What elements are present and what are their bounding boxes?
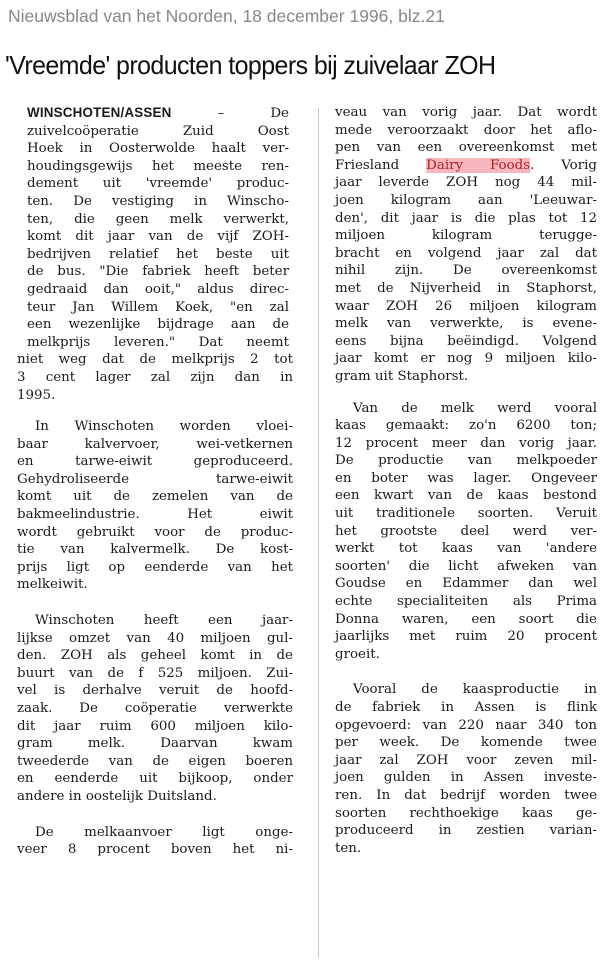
paragraph-agreement — [335, 104, 597, 386]
paragraph-line: bedrijven relatief het beste uit — [27, 246, 289, 262]
paragraph-line: joen kilogram aan 'Leeuwar- — [335, 192, 597, 208]
paragraph-line: produceerd in zestien varian- — [335, 823, 597, 839]
paragraph-line: melkeiwit. — [17, 577, 88, 593]
text-fragment: . Vorig — [530, 157, 597, 173]
article-column-left — [17, 104, 293, 859]
paragraph-line: joen gulden in Assen investe- — [335, 770, 597, 786]
paragraph-line: andere in oostelijk Duitsland. — [17, 788, 217, 804]
paragraph-line: miljoen kilogram terugge- — [335, 228, 597, 244]
paragraph-line: vel is derhalve veruit de hoofd- — [17, 683, 293, 699]
paragraph-line: lijkse omzet van 40 miljoen gul- — [17, 630, 293, 646]
paragraph-line: Winschoten heeft een jaar- — [35, 613, 293, 629]
paragraph-line: gram melk. Daarvan kwam — [17, 736, 293, 752]
paragraph-line: den', dit jaar is die plas tot 12 — [335, 210, 597, 226]
paragraph-line: soorten rechthoekige kaas ge- — [335, 805, 597, 821]
paragraph-line: niet weg dat de melkprijs 2 tot — [17, 352, 293, 368]
paragraph-line: zuivelcoöperatie Zuid Oost — [27, 123, 289, 139]
paragraph-line: 1995. — [17, 387, 56, 403]
dateline-dash: – De — [217, 106, 289, 121]
paragraph-assen-investment — [335, 681, 597, 857]
paragraph-line: gram uit Staphorst. — [335, 368, 469, 384]
paragraph-line: de fabriek in Assen is flink — [335, 700, 597, 715]
paragraph-line: melk van verwerkte, is evene- — [335, 316, 597, 332]
paragraph-line: opgevoerd: van 220 naar 340 ton — [335, 717, 597, 733]
paragraph-line: De productie van melkpoeder — [335, 453, 597, 469]
paragraph-line — [335, 157, 597, 175]
paragraph-line: teur Jan Willem Koek, "en zal — [27, 299, 289, 315]
paragraph-line: De melkaanvoer ligt onge- — [35, 824, 293, 840]
paragraph-line: echte specialiteiten als Prima — [335, 594, 597, 610]
column-divider — [318, 108, 319, 958]
paragraph-line: melkprijs leveren." Dat neemt — [27, 334, 289, 350]
paragraph-line: gedraaid dan ooit," aldus direc- — [27, 281, 289, 297]
paragraph-line: 3 cent lager zal zijn dan in — [17, 369, 293, 385]
paragraph-line: ren. In dat bedrijf worden twee — [335, 787, 597, 803]
paragraph-intro — [17, 104, 289, 351]
paragraph-line: een wezenlijke bijdrage aan de — [27, 317, 289, 333]
paragraph-line: jaar komt er nog 9 miljoen kilo- — [335, 351, 597, 367]
paragraph-line: Goudse en Edammer dan wel — [335, 576, 597, 592]
paragraph-intro-continued — [17, 351, 293, 404]
paragraph-line: en tarwe-eiwit geproduceerd. — [17, 454, 293, 470]
paragraph-line: komt dit jaar van de vijf ZOH- — [27, 229, 289, 245]
paragraph-line: bracht en volgend jaar zal dat — [335, 245, 597, 261]
article-column-right — [335, 104, 597, 857]
highlighted-dairy-foods: Dairy Foods — [426, 157, 531, 173]
paragraph-line: den. ZOH als geheel komt in de — [17, 648, 293, 664]
paragraph-cheese-production — [335, 400, 597, 664]
paragraph-line: en boter was lager. Ongeveer — [335, 470, 597, 486]
source-caption: Nieuwsblad van het Noorden, 18 december 1996, blz.21 — [8, 6, 445, 26]
paragraph-line: Gehydroliseerde tarwe-eiwit — [17, 471, 293, 487]
paragraph-line: per week. De komende twee — [335, 735, 597, 751]
paragraph-line: 12 procent meer dan vorig jaar. — [335, 435, 597, 451]
paragraph-line: In Winschoten worden vloei- — [35, 419, 293, 435]
paragraph-line: veer 8 procent boven het ni- — [17, 842, 293, 858]
paragraph-line: pen van een overeenkomst met — [335, 140, 597, 156]
paragraph-line: eens bijna beëindigd. Volgend — [335, 333, 597, 349]
paragraph-line: Van de melk werd vooral — [353, 400, 597, 416]
paragraph-line: tie van kalvermelk. De kost- — [17, 542, 293, 558]
paragraph-line: een kwart van de kaas bestond — [335, 488, 597, 504]
paragraph-line: de bus. "Die fabriek heeft beter — [27, 264, 289, 280]
paragraph-milk-supply — [17, 824, 293, 859]
paragraph-line: veau van vorig jaar. Dat wordt — [335, 105, 597, 120]
text-fragment: Friesland — [335, 157, 400, 173]
paragraph-turnover — [17, 612, 293, 806]
paragraph-line: Donna waren, een soort die — [335, 611, 597, 627]
paragraph-winschoten-products — [17, 418, 293, 594]
paragraph-line: baar kalvervoer, wei-vetkernen — [17, 436, 293, 452]
paragraph-line: jaarlijks met ruim 20 procent — [335, 629, 597, 645]
paragraph-line: jaar zal ZOH voor zeven mil- — [335, 752, 597, 768]
article-body — [17, 104, 597, 962]
paragraph-line: groeit. — [335, 646, 380, 662]
paragraph-line: ten. — [335, 840, 362, 856]
paragraph-line: dement uit 'vreemde' produc- — [27, 176, 289, 192]
paragraph-line: Vooral de kaasproductie in — [353, 682, 597, 698]
paragraph-line: jaar leverde ZOH nog 44 mil- — [335, 175, 597, 191]
agreement-lines — [335, 174, 597, 385]
paragraph-line: buurt van de f 525 miljoen. Zui- — [17, 665, 293, 681]
paragraph-line: ten. De vestiging in Winscho- — [27, 193, 289, 209]
paragraph-line: ten, die geen melk verwerkt, — [27, 211, 289, 227]
paragraph-line: werkt tot kaas van 'andere — [335, 541, 597, 557]
article-headline: 'Vreemde' producten toppers bij zuivelaar ZOH — [5, 50, 496, 80]
intro-lines — [27, 123, 289, 352]
paragraph-line: met de Nijverheid in Staphorst, — [335, 280, 597, 296]
paragraph-line: houdingsgewijs het meeste ren- — [27, 158, 289, 174]
paragraph-line — [27, 104, 289, 123]
paragraph-line: en eenderde uit bijkoop, onder — [17, 771, 293, 787]
paragraph-line: bakmeelindustrie. Het eiwit — [17, 507, 293, 523]
dateline: WINSCHOTEN/ASSEN — [27, 105, 172, 120]
paragraph-line: dit jaar ruim 600 miljoen kilo- — [17, 718, 293, 734]
paragraph-line: waar ZOH 26 miljoen kilogram — [335, 298, 597, 314]
paragraph-line: tweederde van de eigen boeren — [17, 753, 293, 769]
paragraph-line: Hoek in Oosterwolde haalt ver- — [27, 141, 289, 157]
paragraph-line: soorten' die licht afweken van — [335, 558, 597, 574]
paragraph-line: het grootste deel werd ver- — [335, 523, 597, 539]
paragraph-line: mede veroorzaakt door het aflo- — [335, 122, 597, 138]
paragraph-line: nihil zijn. De overeenkomst — [335, 263, 597, 279]
paragraph-line: uit traditionele soorten. Veruit — [335, 506, 597, 522]
paragraph-line: wordt gebruikt voor de produc- — [17, 524, 293, 540]
paragraph-line: kaas gemaakt: zo'n 6200 ton; — [335, 418, 597, 434]
paragraph-line: zaak. De coöperatie verwerkte — [17, 701, 293, 716]
paragraph-line: komt uit de zemelen van de — [17, 489, 293, 505]
paragraph-line: prijs ligt op eenderde van het — [17, 559, 293, 575]
